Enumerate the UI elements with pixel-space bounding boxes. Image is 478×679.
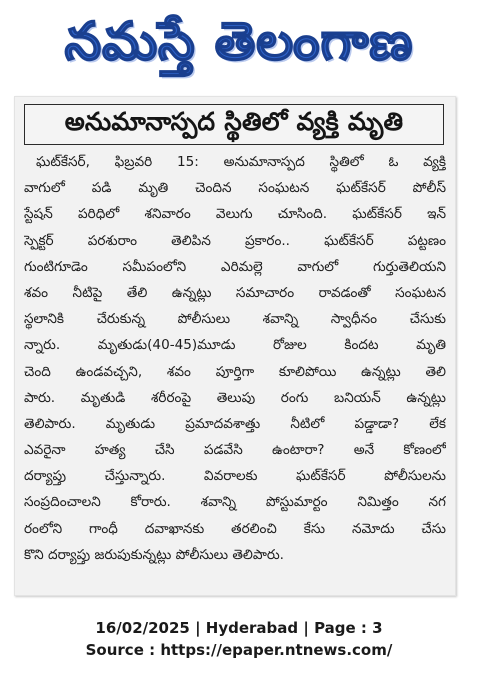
article-line: రంలోని గాంధీ దవాఖానకు తరలించి కేసు నమోదు చేసు (24, 520, 446, 537)
article-body (24, 149, 446, 568)
article-line: ఘట్‌కేసర్, ఫిబ్రవరి 15: అనుమానాస్పద స్థితిలో ఓ వ్యక్తి (36, 154, 446, 170)
article-line: సంప్రదించాలని కోరారు. శవాన్ని పోస్టుమార్టం నిమిత్తం నగ (24, 494, 446, 511)
article-line: దర్యాప్తు చేస్తున్నారు. వివరాలకు ఘట్‌కేసర్ పోలీసులను (24, 468, 446, 485)
news-clipping (14, 96, 456, 596)
article-line: స్టేషన్ పరిధిలో శనివారం వెలుగు చూసింది. ఘట్‌కేసర్ ఇన్ (24, 206, 446, 223)
article-line: న్నారు. మృతుడు(40-45)మూడు రోజుల కిందట మృతి (24, 337, 446, 354)
article-line: శవం నీటిపై తేలి ఉన్నట్లు సమాచారం రావడంతో సంఘటన (24, 284, 446, 301)
article-line: పారు. మృతుడి శరీరంపై తెలుపు రంగు బనియన్ ఉన్నట్లు (24, 389, 446, 406)
article-line: స్థలానికి చేరుకున్న పోలీసులు శవాన్ని స్వాధీనం చేసుకు (24, 311, 446, 328)
article-line: కొని దర్యాప్తు జరుపుకున్నట్లు పోలీసులు తెలిపారు. (24, 546, 284, 563)
article-line: తెలిపారు. మృతుడు ప్రమాదవశాత్తు నీటిలో పడ్డాడా? లేక (24, 415, 446, 432)
article-line: స్పెక్టర్ పరశురాం తెలిపిన ప్రకారం.. ఘట్‌కేసర్ పట్టణం (24, 232, 446, 249)
article-line: ఎవరైనా హత్య చేసి పడవేసి ఉంటారా? అనే కోణంలో (24, 442, 446, 459)
article-line: వాగులో పడి మృతి చెందిన సంఘటన ఘట్‌కేసర్ పోలీస్ (24, 180, 446, 197)
newspaper-masthead: నమస్తే తెలంగాణ (64, 12, 414, 72)
date-location-page: 16/02/2025 | Hyderabad | Page : 3 (95, 619, 383, 637)
article-headline: అనుమానాస్పద స్థితిలో వ్యక్తి మృతి (64, 106, 404, 136)
source-url: Source : https://epaper.ntnews.com/ (85, 641, 393, 659)
headline-box (24, 104, 444, 145)
article-line: చెంది ఉండవచ్చని, శవం పూర్తిగా కూలిపోయి ఉన్నట్లు తెలి (24, 363, 446, 380)
article-line: గుంటిగూడెం సమీపంలోని ఎరిమల్లె వాగులో గుర్తుతెలియని (24, 258, 446, 275)
